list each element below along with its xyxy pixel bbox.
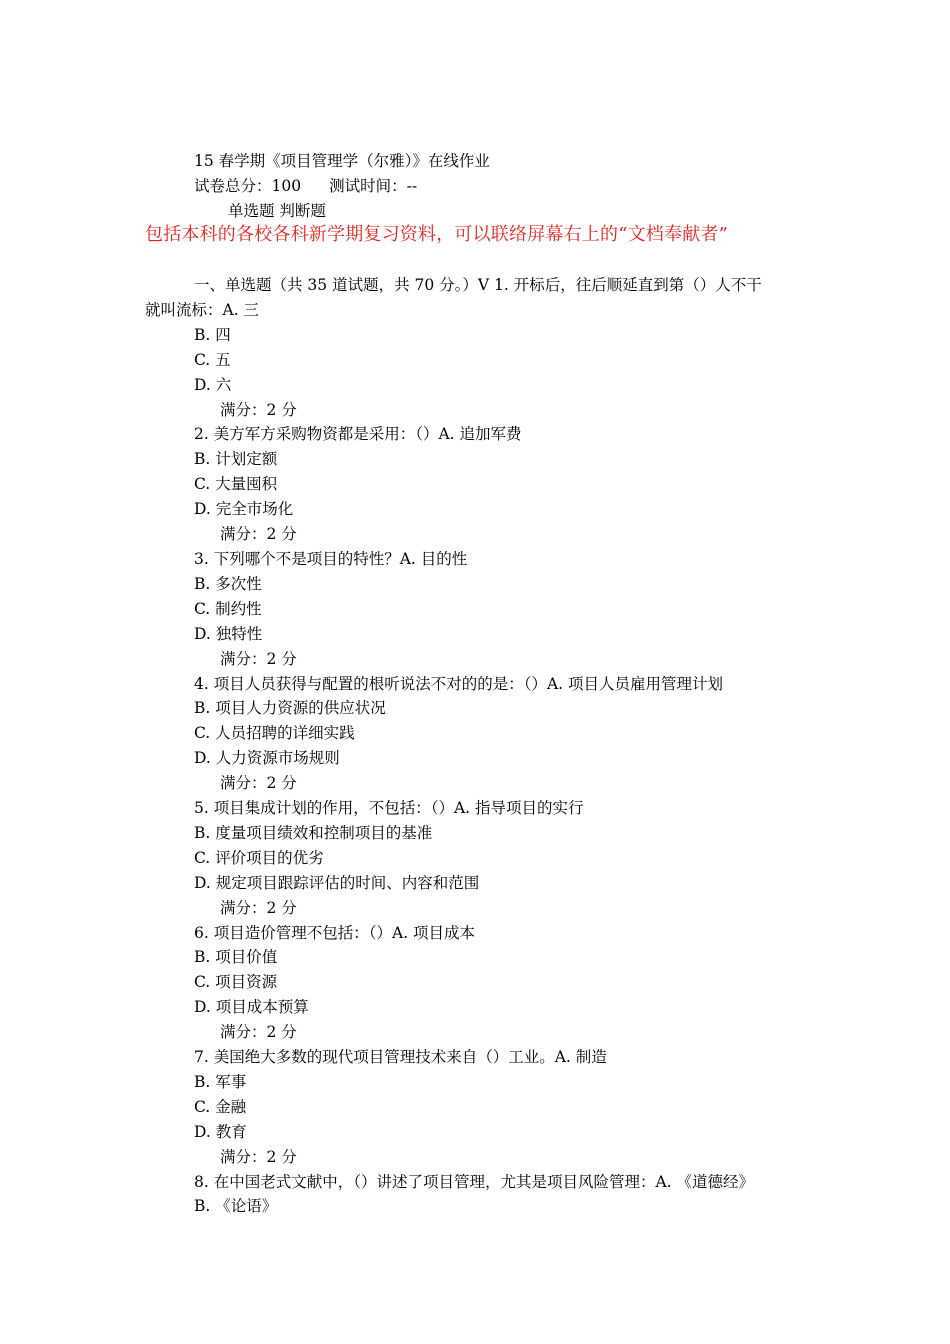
- q4-score: 满分：2 分: [220, 774, 297, 792]
- q8-stem: 8. 在中国老式文献中，（）讲述了项目管理，尤其是项目风险管理：A. 《道德经》: [194, 1173, 755, 1191]
- q7-score: 满分：2 分: [220, 1148, 297, 1166]
- q7-stem: 7. 美国绝大多数的现代项目管理技术来自（）工业。A. 制造: [194, 1048, 607, 1066]
- question-types: 单选题 判断题: [228, 202, 326, 220]
- q7-option-c: C. 金融: [194, 1098, 247, 1116]
- q5-option-d: D. 规定项目跟踪评估的时间、内容和范围: [194, 874, 480, 892]
- section-intro-line1: 一、单选题（共 35 道试题，共 70 分。）V 1. 开标后，往后顺延直到第（）人不干: [194, 276, 762, 294]
- q3-option-d: D. 独特性: [194, 625, 263, 643]
- q2-option-d: D. 完全市场化: [194, 500, 294, 518]
- q1-option-d: D. 六: [194, 376, 232, 394]
- test-time: 测试时间：--: [329, 177, 418, 195]
- q6-score: 满分：2 分: [220, 1023, 297, 1041]
- q8-option-b: B. 《论语》: [194, 1197, 278, 1215]
- q2-stem: 2. 美方军方采购物资都是采用：（）A. 追加军费: [194, 425, 522, 443]
- q6-stem: 6. 项目造价管理不包括：（）A. 项目成本: [194, 924, 476, 942]
- section-intro-line2: 就叫流标：A. 三: [145, 301, 260, 319]
- q6-option-b: B. 项目价值: [194, 948, 278, 966]
- q4-option-c: C. 人员招聘的详细实践: [194, 724, 355, 742]
- q4-option-b: B. 项目人力资源的供应状况: [194, 699, 386, 717]
- q3-score: 满分：2 分: [220, 650, 297, 668]
- q6-option-d: D. 项目成本预算: [194, 998, 309, 1016]
- q4-option-d: D. 人力资源市场规则: [194, 749, 340, 767]
- q6-option-c: C. 项目资源: [194, 973, 278, 991]
- q3-option-b: B. 多次性: [194, 575, 262, 593]
- q2-option-b: B. 计划定额: [194, 450, 278, 468]
- score-time-line: [194, 176, 417, 196]
- q4-stem: 4. 项目人员获得与配置的根听说法不对的的是：（）A. 项目人员雇用管理计划: [194, 675, 724, 693]
- q7-option-d: D. 教育: [194, 1123, 247, 1141]
- q3-stem: 3. 下列哪个不是项目的特性？A. 目的性: [194, 550, 468, 568]
- q1-score: 满分：2 分: [220, 401, 297, 419]
- q5-score: 满分：2 分: [220, 899, 297, 917]
- q2-option-c: C. 大量囤积: [194, 475, 278, 493]
- q7-option-b: B. 军事: [194, 1073, 247, 1091]
- q5-stem: 5. 项目集成计划的作用，不包括：（）A. 指导项目的实行: [194, 799, 584, 817]
- q2-score: 满分：2 分: [220, 525, 297, 543]
- total-score: 试卷总分：100: [194, 177, 302, 195]
- q1-option-c: C. 五: [194, 351, 231, 369]
- q1-option-b: B. 四: [194, 326, 231, 344]
- red-notice: 包括本科的各校各科新学期复习资料，可以联络屏幕右上的“文档奉献者”: [145, 224, 729, 245]
- q5-option-b: B. 度量项目绩效和控制项目的基准: [194, 824, 433, 842]
- doc-title: 15 春学期《项目管理学（尔雅）》在线作业: [194, 152, 490, 170]
- q5-option-c: C. 评价项目的优劣: [194, 849, 324, 867]
- q3-option-c: C. 制约性: [194, 600, 262, 618]
